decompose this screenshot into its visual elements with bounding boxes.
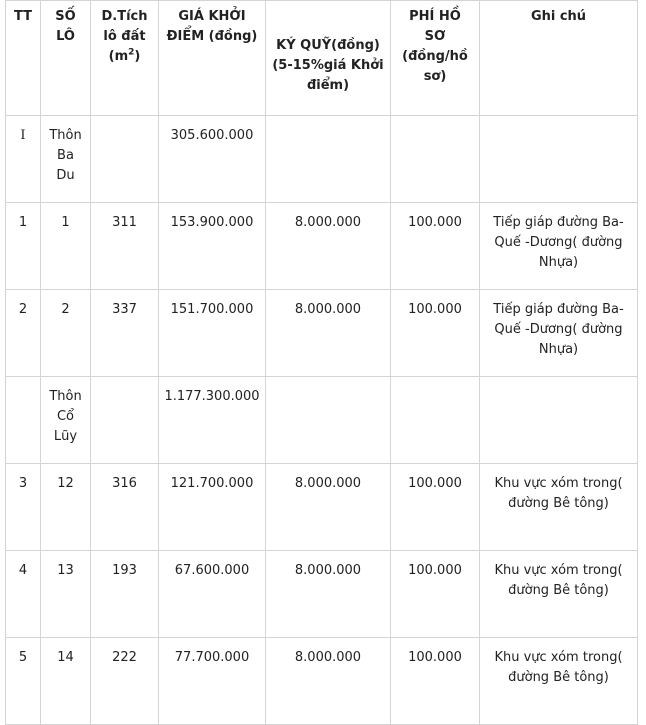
cell-gia-khoi-diem: 305.600.000: [159, 116, 266, 203]
cell-phi-ho-so: 100.000: [391, 551, 480, 638]
cell-so-lo: 14: [41, 638, 91, 725]
cell-tt: 2: [6, 290, 41, 377]
table-header-row: [6, 1, 638, 116]
cell-phi-ho-so: 100.000: [391, 464, 480, 551]
cell-ghi-chu: Khu vực xóm trong( đường Bê tông): [480, 464, 638, 551]
header-dien-tich-unit: $(m^2)$: [108, 47, 141, 64]
table-row: [6, 290, 638, 377]
cell-ky-quy: 8.000.000: [266, 290, 391, 377]
cell-phi-ho-so: [391, 116, 480, 203]
cell-phi-ho-so: 100.000: [391, 290, 480, 377]
table-row: [6, 464, 638, 551]
cell-dien-tich: [91, 116, 159, 203]
cell-ky-quy: 8.000.000: [266, 638, 391, 725]
header-tt: TT: [6, 1, 41, 116]
table-row: [6, 638, 638, 725]
header-gia-khoi-diem: GIÁ KHỞI ĐIỂM (đồng): [159, 1, 266, 116]
cell-tt: 5: [6, 638, 41, 725]
cell-tt: 4: [6, 551, 41, 638]
cell-dien-tich: 193: [91, 551, 159, 638]
cell-gia-khoi-diem: 151.700.000: [159, 290, 266, 377]
header-ky-quy: KÝ QUỸ(đồng) (5-15%giá Khởi điểm): [266, 1, 391, 116]
cell-phi-ho-so: 100.000: [391, 638, 480, 725]
cell-phi-ho-so: 100.000: [391, 203, 480, 290]
cell-ghi-chu: Khu vực xóm trong( đường Bê tông): [480, 551, 638, 638]
table-row: [6, 551, 638, 638]
table-row: [6, 203, 638, 290]
header-phi-ho-so: PHÍ HỒ SƠ (đồng/hồ sơ): [391, 1, 480, 116]
header-ghi-chu: Ghi chú: [480, 1, 638, 116]
cell-tt: I: [6, 116, 41, 203]
cell-dien-tich: [91, 377, 159, 464]
cell-tt: [6, 377, 41, 464]
header-dien-tich-label: D.Tích lô đất: [101, 9, 148, 44]
cell-ghi-chu: [480, 116, 638, 203]
cell-phi-ho-so: [391, 377, 480, 464]
cell-so-lo: Thôn Ba Du: [41, 116, 91, 203]
cell-so-lo: 12: [41, 464, 91, 551]
header-so-lo: SỐ LÔ: [41, 1, 91, 116]
cell-so-lo: Thôn Cổ Lũy: [41, 377, 91, 464]
cell-ky-quy: [266, 377, 391, 464]
cell-tt: 3: [6, 464, 41, 551]
cell-ghi-chu: [480, 377, 638, 464]
cell-so-lo: 1: [41, 203, 91, 290]
cell-ghi-chu: Tiếp giáp đường Ba-Quế -Dương( đường Nhựa): [480, 203, 638, 290]
cell-ky-quy: [266, 116, 391, 203]
cell-dien-tich: 316: [91, 464, 159, 551]
cell-ghi-chu: Khu vực xóm trong( đường Bê tông): [480, 638, 638, 725]
cell-gia-khoi-diem: 67.600.000: [159, 551, 266, 638]
auction-lot-table: [5, 0, 638, 725]
header-dien-tich: [91, 1, 159, 116]
cell-ky-quy: 8.000.000: [266, 203, 391, 290]
table-row: [6, 116, 638, 203]
cell-dien-tich: 222: [91, 638, 159, 725]
cell-ghi-chu: Tiếp giáp đường Ba-Quế -Dương( đường Nhựa): [480, 290, 638, 377]
cell-dien-tich: 337: [91, 290, 159, 377]
cell-ky-quy: 8.000.000: [266, 464, 391, 551]
cell-so-lo: 2: [41, 290, 91, 377]
cell-so-lo: 13: [41, 551, 91, 638]
cell-gia-khoi-diem: 153.900.000: [159, 203, 266, 290]
cell-ky-quy: 8.000.000: [266, 551, 391, 638]
cell-tt: 1: [6, 203, 41, 290]
cell-gia-khoi-diem: 77.700.000: [159, 638, 266, 725]
table-row: [6, 377, 638, 464]
cell-gia-khoi-diem: 1.177.300.000: [159, 377, 266, 464]
cell-dien-tich: 311: [91, 203, 159, 290]
cell-gia-khoi-diem: 121.700.000: [159, 464, 266, 551]
